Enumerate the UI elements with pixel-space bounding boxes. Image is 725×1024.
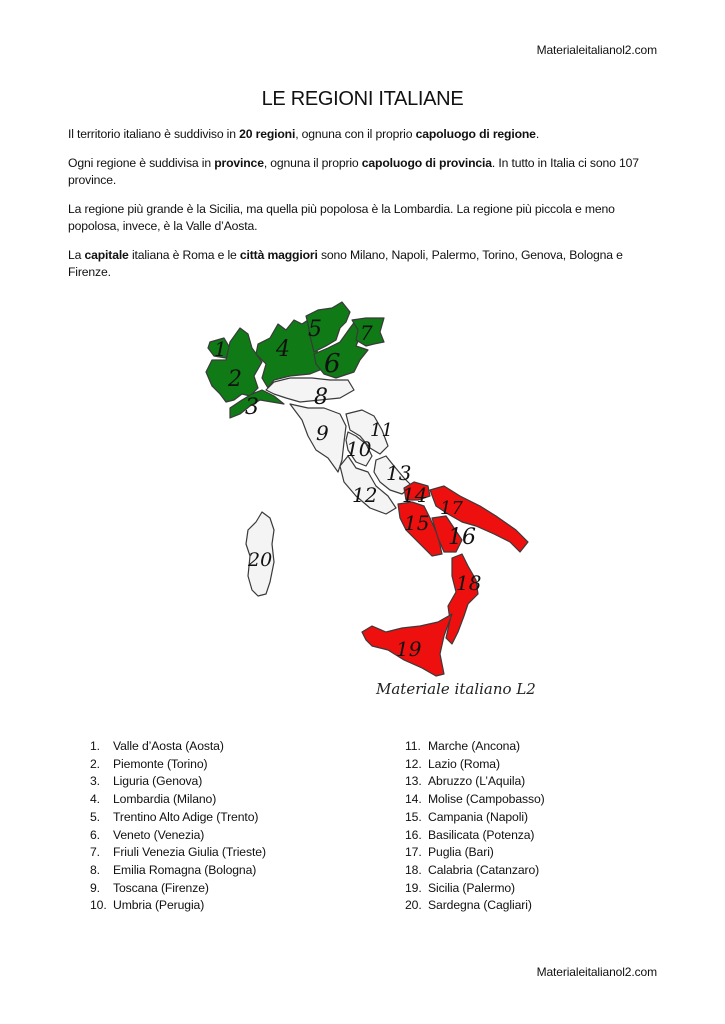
map-label-3: 3 [245, 395, 259, 420]
list-item: 13. Abruzzo (L’Aquila) [405, 774, 526, 789]
map-label-11: 11 [370, 420, 393, 441]
intro-paragraph-4: La capitale italiana è Roma e le città maggiori sono Milano, Napoli, Palermo, Torino, Genova, Bologna e Firenze. [68, 247, 623, 279]
list-item: 20. Sardegna (Cagliari) [405, 898, 532, 913]
list-item: 5. Trentino Alto Adige (Trento) [90, 809, 259, 824]
regions-list-left [90, 738, 266, 915]
map-label-6: 6 [324, 349, 341, 379]
list-item: 8. Emilia Romagna (Bologna) [90, 862, 257, 877]
map-label-2: 2 [228, 367, 242, 392]
regions-list-right [405, 738, 545, 915]
italy-regions-map [190, 290, 550, 710]
map-label-4: 4 [276, 337, 290, 362]
list-item: 2. Piemonte (Torino) [90, 756, 208, 771]
map-label-15: 15 [404, 511, 430, 535]
map-label-20: 20 [248, 549, 273, 571]
map-credit: Materiale italiano L2 [376, 680, 536, 698]
list-item: 7. Friuli Venezia Giulia (Trieste) [90, 845, 266, 860]
map-label-18: 18 [456, 571, 482, 595]
list-item: 14. Molise (Campobasso) [405, 792, 545, 807]
map-label-19: 19 [396, 637, 422, 661]
map-label-13: 13 [386, 461, 412, 485]
intro-paragraph-3: La regione più grande è la Sicilia, ma quella più popolosa è la Lombardia. La regione più piccola e meno popolosa, invece, è la Valle d’Aosta. [68, 201, 615, 233]
list-item: 16. Basilicata (Potenza) [405, 827, 535, 842]
map-label-14: 14 [402, 483, 428, 507]
region-calabria [446, 554, 478, 644]
list-item: 19. Sicilia (Palermo) [405, 880, 516, 895]
map-label-9: 9 [316, 421, 329, 445]
intro-text [68, 126, 660, 293]
site-footer-url: Materialeitalianol2.com [536, 965, 657, 979]
list-item: 12. Lazio (Roma) [405, 756, 500, 771]
map-label-17: 17 [440, 498, 463, 519]
list-item: 10. Umbria (Perugia) [90, 898, 205, 913]
map-label-7: 7 [360, 321, 373, 345]
list-item: 9. Toscana (Firenze) [90, 880, 209, 895]
map-label-1: 1 [214, 337, 227, 361]
list-item: 18. Calabria (Catanzaro) [405, 862, 540, 877]
site-header-url: Materialeitalianol2.com [536, 43, 657, 57]
list-item: 4. Lombardia (Milano) [90, 792, 217, 807]
list-item: 1. Valle d’Aosta (Aosta) [90, 739, 224, 753]
map-label-10: 10 [346, 437, 372, 461]
list-item: 11. Marche (Ancona) [405, 739, 520, 753]
region-emilia-romagna [266, 378, 354, 402]
page-title: LE REGIONI ITALIANE [261, 88, 464, 110]
list-item: 17. Puglia (Bari) [405, 845, 494, 860]
intro-paragraph-2: Ogni regione è suddivisa in province, ognuna il proprio capoluogo di provincia. In tutto in Italia ci sono 107 province. [68, 155, 639, 187]
list-item: 6. Veneto (Venezia) [90, 827, 205, 842]
list-item: 3. Liguria (Genova) [90, 774, 203, 789]
intro-paragraph-1: Il territorio italiano è suddiviso in 20 regioni, ognuna con il proprio capoluogo di regione. [68, 127, 540, 141]
map-label-12: 12 [352, 483, 378, 507]
list-item: 15. Campania (Napoli) [405, 809, 528, 824]
map-label-5: 5 [308, 317, 322, 342]
italy-map-svg [190, 290, 550, 710]
map-label-16: 16 [448, 525, 476, 550]
map-label-8: 8 [314, 385, 328, 410]
